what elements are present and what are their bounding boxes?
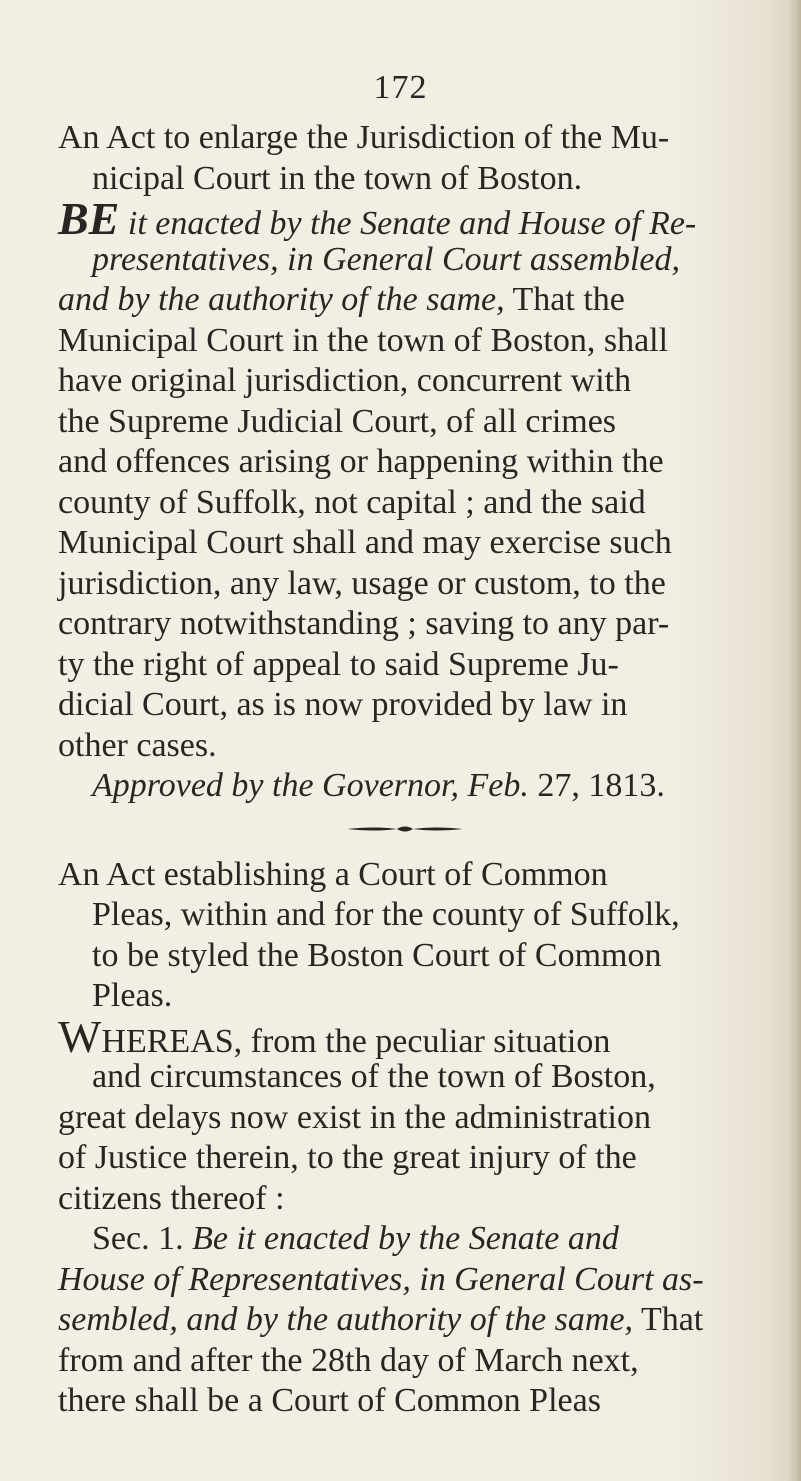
act1-body-line-6: Municipal Court shall and may exercise such bbox=[58, 524, 672, 561]
act2-sec1-text-3: sembled, and by the authority of the same, bbox=[58, 1301, 634, 1338]
act1-enact-line-3 bbox=[58, 280, 625, 321]
act2-whereas-text: HEREAS, from the peculiar situation bbox=[101, 1022, 611, 1060]
act1-enact-line-2: presentatives, in General Court assembled, bbox=[92, 240, 680, 278]
act2-whereas-line-2: and circumstances of the town of Boston, bbox=[92, 1058, 656, 1095]
act1-body-line-11: other cases. bbox=[58, 726, 217, 764]
act2-whereas-line-1 bbox=[58, 1010, 611, 1063]
act2-whereas-line-4: of Justice therein, to the great injury of the bbox=[58, 1139, 637, 1176]
act1-body-line-7: jurisdiction, any law, usage or custom, to the bbox=[58, 564, 666, 602]
act2-sec1-text-3-roman: That bbox=[633, 1301, 704, 1338]
act2-sec1-line-5: there shall be a Court of Common Pleas bbox=[58, 1382, 601, 1419]
page-edge-shadow bbox=[787, 0, 801, 1481]
act2-sec1-line-2: House of Representatives, in General Court as- bbox=[58, 1260, 704, 1298]
act2-whereas-line-3: great delays now exist in the administration bbox=[58, 1098, 651, 1136]
act2-title-line-2: Pleas, within and for the county of Suffolk, bbox=[92, 896, 680, 933]
act2-sec-label: Sec. 1. bbox=[92, 1220, 184, 1257]
act1-enact-text-1: it enacted by the Senate and House of Re- bbox=[119, 205, 697, 242]
act1-body-line-4: and offences arising or happening within the bbox=[58, 443, 664, 480]
page-number: 172 bbox=[373, 69, 428, 106]
act1-body-line-3: the Supreme Judicial Court, of all crimes bbox=[58, 402, 617, 440]
act1-approval-italic: Approved by the Governor, Feb. bbox=[92, 767, 529, 804]
act2-sec1-line-4: from and after the 28th day of March next, bbox=[58, 1341, 639, 1379]
act2-title-line-1: An Act establishing a Court of Common bbox=[58, 855, 608, 893]
act2-title-line-4: Pleas. bbox=[92, 977, 173, 1014]
act1-title-line-2: nicipal Court in the town of Boston. bbox=[92, 159, 583, 197]
act1-title-line-1: An Act to enlarge the Jurisdiction of the Mu- bbox=[58, 119, 670, 156]
act1-approval-date: 27, 1813. bbox=[528, 767, 665, 804]
act1-approval bbox=[92, 766, 665, 807]
act2-sec1-text-1: Be it enacted by the Senate and bbox=[183, 1220, 619, 1257]
act2-sec1-line-1 bbox=[92, 1219, 619, 1260]
act2-dropcap: W bbox=[58, 1010, 102, 1062]
act1-body-line-9: ty the right of appeal to said Supreme Ju- bbox=[58, 645, 619, 683]
act1-enact-text-3-roman: That the bbox=[504, 281, 625, 318]
act1-body-line-2: have original jurisdiction, concurrent with bbox=[58, 362, 632, 399]
act1-enact-line-1 bbox=[58, 193, 697, 245]
act1-body-line-1: Municipal Court in the town of Boston, shall bbox=[58, 321, 669, 359]
ornament-divider bbox=[345, 823, 465, 835]
act2-title-line-3: to be styled the Boston Court of Common bbox=[92, 936, 662, 974]
act1-enact-text-3: and by the authority of the same, bbox=[58, 281, 505, 318]
act1-body-line-5: county of Suffolk, not capital ; and the said bbox=[58, 483, 646, 521]
act2-whereas-line-5: citizens thereof : bbox=[58, 1179, 285, 1217]
act2-sec1-line-3 bbox=[58, 1300, 703, 1341]
act1-dropcap: BE bbox=[58, 193, 120, 244]
act1-body-line-10: dicial Court, as is now provided by law in bbox=[58, 686, 628, 723]
act1-body-line-8: contrary notwithstanding ; saving to any par- bbox=[58, 605, 670, 642]
